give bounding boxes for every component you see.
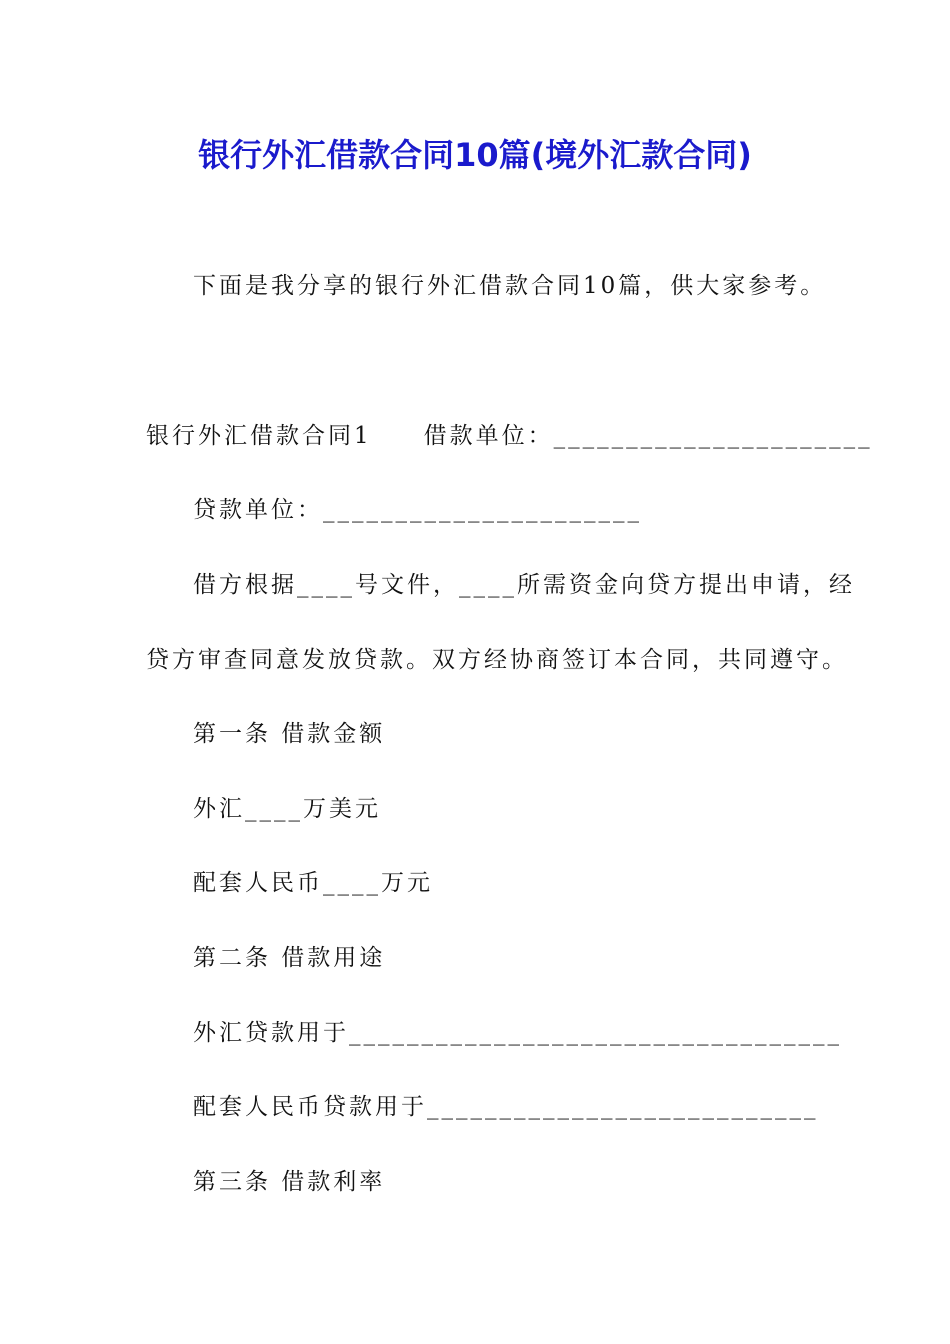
intro-paragraph: 下面是我分享的银行外汇借款合同10篇，供大家参考。 [193,273,827,299]
article-2-foreign-currency-use: 外汇贷款用于__________________________________ [193,1020,842,1046]
article-1-title: 第一条 借款金额 [193,721,386,747]
article-3-title: 第三条 借款利率 [193,1169,386,1195]
article-2-title: 第二条 借款用途 [193,945,386,971]
paragraph-1-line-2: 贷方审查同意发放贷款。双方经协商签订本合同，共同遵守。 [146,647,848,673]
article-1-foreign-currency: 外汇____万美元 [193,796,381,822]
contract-heading: 银行外汇借款合同1 [146,423,372,449]
document-title: 银行外汇借款合同10篇(境外汇款合同) [198,136,752,174]
paragraph-1-line-1: 借方根据____号文件，____所需资金向贷方提出申请，经 [193,572,855,598]
lender-field: 贷款单位：______________________ [193,497,642,523]
article-2-rmb-use: 配套人民币贷款用于___________________________ [193,1094,819,1120]
article-1-rmb: 配套人民币____万元 [193,870,433,896]
contract-heading-line [146,421,873,451]
borrower-field: 借款单位：______________________ [423,423,873,449]
